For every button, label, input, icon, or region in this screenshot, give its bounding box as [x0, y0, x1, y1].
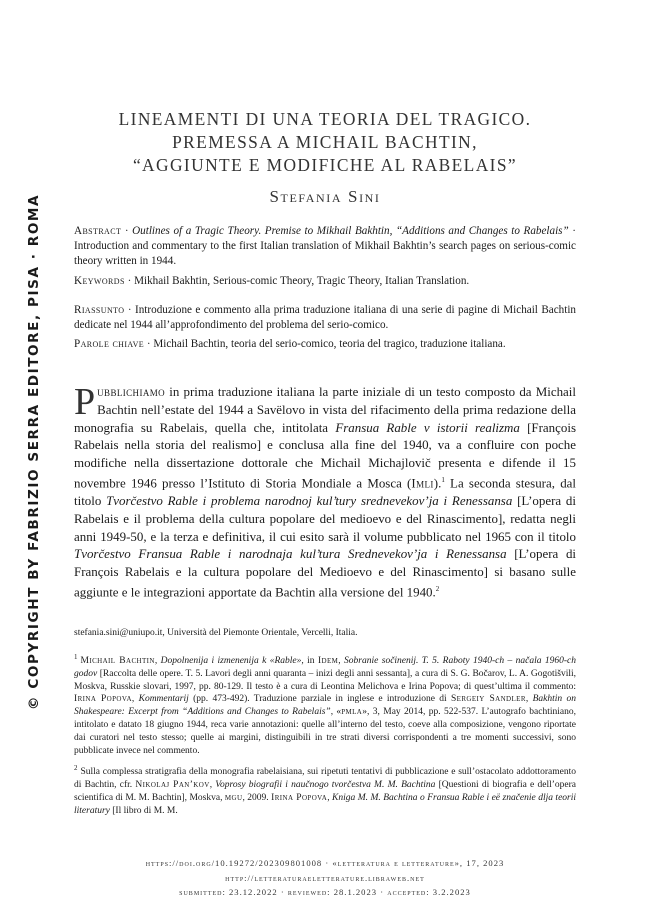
abstract-block	[74, 224, 576, 356]
parole-chiave-label: Parole chiave	[74, 338, 145, 351]
note-text: ,	[525, 694, 533, 705]
note-text: , «	[330, 707, 342, 718]
footnote-ref-1[interactable]: 1	[441, 475, 445, 484]
body-text: La seconda stesura, dal titolo	[74, 475, 576, 509]
note-italic: Kommentarij	[138, 694, 189, 705]
note-italic: Kniga M. M. Bachtina o Fransua Rable i eë značenie dlja teorii literatury	[74, 793, 577, 816]
author-name: Stefania Sini	[269, 187, 381, 206]
riassunto-paragraph	[74, 303, 576, 333]
citation-author: Michail Bachtin	[80, 655, 155, 666]
note-text: Sulla complessa stratigrafia della monografia rabelaisiana, sui ripetuti tentativi di pubblicazione e sull’ostacolato addottoramento di Bachtin, cfr.	[74, 767, 576, 791]
keywords-label: Keywords	[74, 274, 125, 287]
note-text: ,	[131, 694, 139, 705]
riassunto-text: · Introduzione e commento alla prima traduzione italiana di una serie di pagine di Michail Bachtin dedicate nel 1944 all’approfondimento del problema del serio-comico.	[74, 303, 576, 332]
body-text: [L’opera di Rabelais e il problema della cultura popolare del medioevo e del Rinascimento], redatta negli anni 1949-50, e la terza e definitiva, il cui esito sarà il volume pubblicato nel 1965 con il titolo	[74, 493, 576, 544]
note-text: , 2009.	[242, 793, 272, 804]
main-body-text	[74, 383, 576, 601]
footnotes	[74, 627, 576, 823]
note-text: (pp. 473-492). Traduzione parziale in inglese e introduzione di	[188, 694, 451, 705]
note-text: », 3, May 2014, pp. 522-537. L’autografo bachtiniano, intitolato e datato 18 giugno 1944, reca varie annotazioni: quelle all’interno del testo, coeve alla composizione, vengono riportate dai curatori nel testo stesso; quelle ai margini, distinguibili in tre strati diversi corrispondenti a tre momenti successivi, sono pubblicate invece nel commento.	[74, 707, 576, 756]
note-text: [Il libro di M. M.	[109, 805, 178, 816]
body-text: [François Rabelais nella storia del realismo] e conclusa alla fine del 1940, va a confluire con poche modifiche nella dissertazione dottorale che Michail Michajlovič presenta e difende il 15 novembre 1946 presso l’Istituto di Storia Mondiale a Mosca (	[74, 419, 576, 491]
note-text: ,	[209, 780, 216, 791]
note-italic: Sobranie sočinenij. T. 5. Raboty 1940-ch – načala 1960-ch godov	[74, 655, 577, 679]
journal-url[interactable]: http://letteraturaeletterature.libraweb.net	[225, 872, 425, 883]
publisher-acronym: mgu	[224, 793, 243, 804]
note-text: ,	[338, 655, 345, 666]
article-title	[74, 108, 576, 177]
citation-author: Idem	[317, 655, 339, 666]
keywords-paragraph	[74, 274, 576, 289]
citation-author: Sergeiy Sandler	[450, 694, 526, 705]
citation-author: Nikolaj Pan’kov	[135, 780, 210, 791]
note-text: [Raccolta delle opere. T. 5. Lavori degli anni quaranta – inizi degli anni sessanta], a cura di S. G. Bočarov, L. A. Gogotišvili, Moskva, Russkie slovari, 1997, pp. 80-129. Il testo è a cura di Leontina Melichova e Irina Popova; di quest’ultima il commento:	[74, 668, 576, 692]
copyright-text: © COPYRIGHT BY FABRIZIO SERRA EDITORE, PISA · ROMA	[26, 193, 42, 711]
title-line-3: “AGGIUNTE E MODIFICHE AL RABELAIS”	[132, 155, 518, 175]
page-footer	[74, 856, 576, 900]
note-text: ,	[154, 655, 161, 666]
footnote-2	[74, 762, 576, 817]
riassunto-label: Riassunto	[74, 303, 125, 316]
title-line-1: LINEAMENTI DI UNA TEORIA DEL TRAGICO.	[118, 109, 532, 129]
lead-word: ubblichiamo	[97, 384, 166, 399]
footnote-1	[74, 651, 576, 758]
body-italic-title: Tvorčestvo Fransua Rable i narodnaja kul’tura Srednevekov’ja i Renessansa	[74, 546, 507, 562]
body-acronym: Imli	[411, 475, 434, 491]
abstract-label: Abstract	[74, 225, 122, 237]
body-paragraph	[74, 383, 576, 601]
citation-author: Irina Popova	[74, 694, 132, 705]
footnote-number: 1	[74, 652, 78, 661]
author-affiliation: stefania.sini@uniupo.it, Università del Piemonte Orientale, Vercelli, Italia.	[74, 628, 358, 638]
submission-dates: submitted: 23.12.2022 · reviewed: 28.1.2023 · accepted: 3.2.2023	[179, 887, 471, 897]
title-line-2: PREMESSA A MICHAIL BACHTIN,	[172, 132, 478, 152]
footnote-number: 2	[74, 764, 78, 773]
abstract-text: · Introduction and commentary to the first Italian translation of Mikhail Bakhtin’s search pages on serious-comic theory written in 1944.	[74, 225, 577, 268]
copyright-sidebar	[22, 0, 46, 922]
body-text: [L’opera di François Rabelais e la cultura popolare del Medioevo e del Rinascimento] si basano sulle aggiunte e le integrazioni apportate da Bachtin alla versione del 1940.	[74, 546, 577, 600]
drop-cap: P	[74, 381, 96, 423]
doi-line[interactable]: https://doi.org/10.19272/202309801008 · «letteratura e letterature», 17, 2023	[145, 858, 505, 868]
parole-chiave-paragraph	[74, 337, 576, 352]
footnote-ref-2[interactable]: 2	[435, 585, 440, 594]
note-text: [Questioni di biografia e dell’opera scientifica di M. M. Bachtin], Moskva,	[74, 780, 576, 804]
journal-name: pmla	[341, 707, 363, 718]
body-italic-title: Tvorčestvo Rable i problema narodnoj kul’tury srednevekov’ja i Renessansa	[106, 493, 513, 509]
note-text: , in	[301, 655, 318, 666]
abstract-english-title: Outlines of a Tragic Theory. Premise to Mikhail Bakhtin, “Additions and Changes to Rabelais”	[132, 225, 569, 237]
body-text: ).	[433, 475, 442, 491]
body-italic-title: Fransua Rable v istorii realizma	[335, 419, 520, 435]
abstract-paragraph: Abstract · Outlines of a Tragic Theory. Premise to Mikhail Bakhtin, “Additions and Changes to Rabelais” · Introduction and commentary to the first Italian translation of Mikhail Bakhtin’s search pages on serious-comic theory written in 1944.	[74, 225, 577, 268]
body-text: in prima traduzione italiana la parte iniziale di un testo composto da Michail Bachtin nell’estate del 1944 a Savëlovo in vista del rifacimento della prima redazione della monografia su Rabelais, quella che, intitolata	[74, 384, 576, 435]
note-italic: Voprosy biografii i naučnogo tvorčestva M. M. Bachtina	[215, 780, 436, 791]
note-italic: Bakhtin on Shakespeare: Excerpt from “Additions and Changes to Rabelais”	[74, 694, 576, 718]
parole-chiave-text: · Michail Bachtin, teoria del serio-comico, teoria del tragico, traduzione italiana.	[144, 338, 506, 351]
note-text: ,	[327, 793, 333, 804]
note-italic: Dopolnenija i izmenenija k «Rable»	[160, 655, 302, 666]
keywords-text: · Mikhail Bakhtin, Serious-comic Theory, Tragic Theory, Italian Translation.	[124, 274, 470, 287]
citation-author: Irina Popova	[271, 793, 328, 804]
